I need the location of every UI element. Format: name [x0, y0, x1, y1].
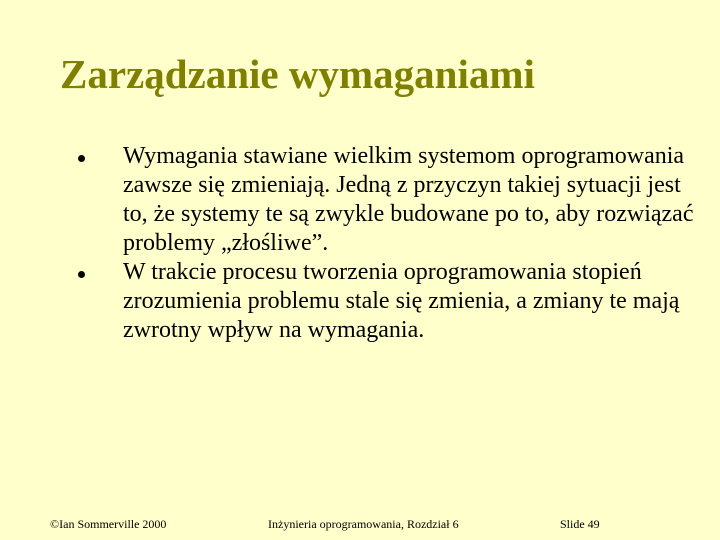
bullet-item	[78, 258, 698, 345]
bullet-text: Wymagania stawiane wielkim systemom oprogramowania zawsze się zmieniają. Jedną z przyczyn takiej sytuacji jest to, że systemy te są zwykle budowane po to, aby rozwiązać problemy „złośliwe”.	[123, 143, 694, 256]
bullet-text: W trakcie procesu tworzenia oprogramowania stopień zrozumienia problemu stale się zmienia, a zmiany te mają zwrotny wpływ na wymagania.	[123, 259, 680, 343]
bullet-dot-icon	[78, 271, 85, 278]
bullet-list	[78, 142, 698, 345]
slide-title: Zarządzanie wymaganiami	[60, 51, 535, 97]
footer-course: Inżynieria oprogramowania, Rozdział 6	[268, 517, 459, 531]
footer-slide-number: Slide 49	[560, 517, 600, 531]
footer-copyright: ©Ian Sommerville 2000	[50, 517, 167, 531]
bullet-dot-icon	[78, 155, 85, 162]
bullet-item	[78, 142, 698, 258]
